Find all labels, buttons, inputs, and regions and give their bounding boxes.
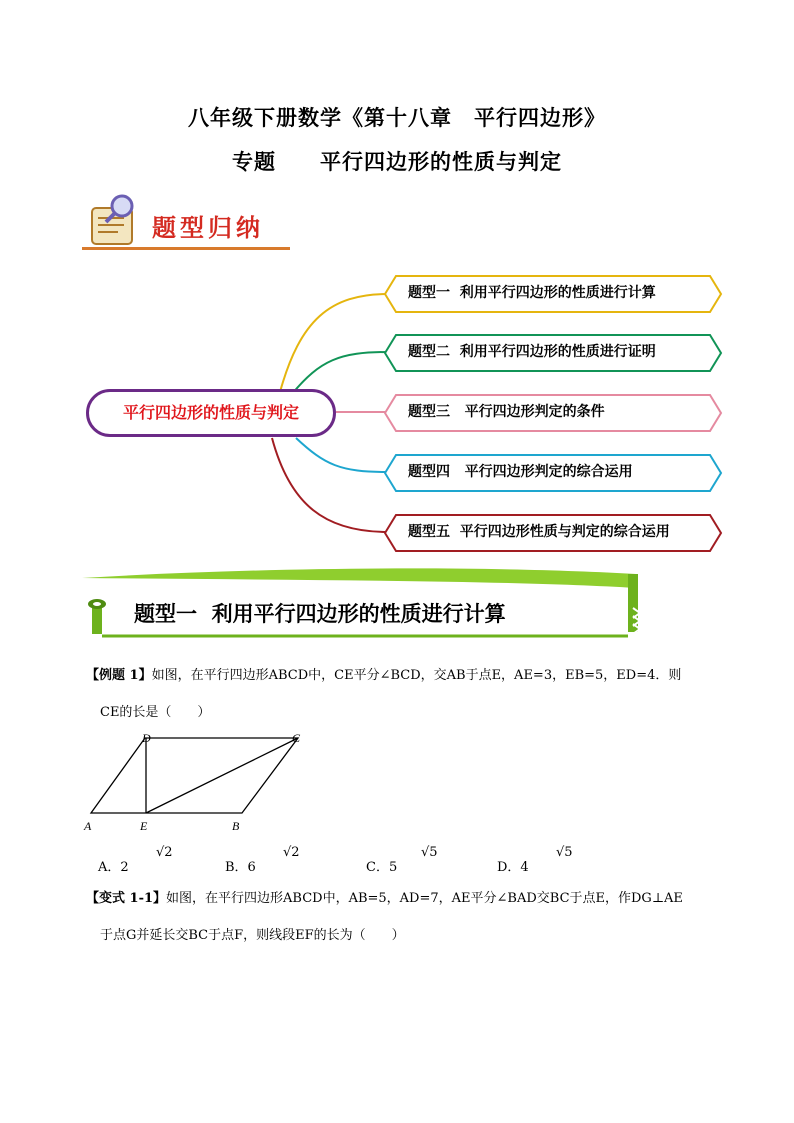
example1-tag: 【例题 1】 xyxy=(86,668,152,683)
option-d-root: √5 xyxy=(556,845,573,860)
document-subtitle: 专题 平行四边形的性质与判定 xyxy=(232,149,562,174)
section-header-title: 题型一 利用平行四边形的性质进行计算 xyxy=(134,601,506,626)
option-a-root: √2 xyxy=(156,845,173,860)
vertex-label-c: C xyxy=(292,731,301,745)
example1-line2: CE的长是（ ） xyxy=(100,705,211,720)
parallelogram-figure xyxy=(78,726,318,836)
mindmap-item-2: 题型二 利用平行四边形的性质进行证明 xyxy=(408,344,656,360)
mindmap-item-3: 题型三 平行四边形判定的条件 xyxy=(408,404,605,420)
vertex-label-a: A xyxy=(84,819,92,833)
mindmap-item-1: 题型一 利用平行四边形的性质进行计算 xyxy=(408,285,656,301)
option-d: D．4 xyxy=(497,860,529,875)
option-b-root: √2 xyxy=(283,845,300,860)
option-c: C．5 xyxy=(366,860,398,875)
example1-text: 如图，在平行四边形ABCD中，CE平分∠BCD，交AB于点E，AE=3，EB=5，ED=4．则 xyxy=(151,668,682,683)
document-title: 八年级下册数学《第十八章 平行四边形》 xyxy=(188,105,606,130)
vertex-label-b: B xyxy=(232,819,240,833)
vertex-label-d: D xyxy=(142,731,151,745)
option-a: A．2 xyxy=(98,860,129,875)
option-c-root: √5 xyxy=(421,845,438,860)
notepad-magnifier-icon xyxy=(82,192,152,254)
mindmap-center: 平行四边形的性质与判定 xyxy=(86,389,336,437)
variant1-line2: 于点G并延长交BC于点F，则线段EF的长为（ ） xyxy=(100,928,405,943)
example1-line1 xyxy=(86,666,681,686)
banner-label: 题型归纳 xyxy=(152,213,264,242)
summary-banner xyxy=(82,192,292,254)
banner-underline xyxy=(82,247,290,250)
variant1-text: 如图，在平行四边形ABCD中，AB=5，AD=7，AE平分∠BAD交BC于点E，作DG⊥AE xyxy=(166,891,683,906)
vertex-label-e: E xyxy=(140,819,148,833)
mindmap-item-5: 题型五 平行四边形性质与判定的综合运用 xyxy=(408,524,670,540)
variant1-line1 xyxy=(86,889,683,909)
option-b: B．6 xyxy=(225,860,256,875)
variant1-tag: 【变式 1-1】 xyxy=(86,891,167,906)
mindmap-item-4: 题型四 平行四边形判定的综合运用 xyxy=(408,464,633,480)
